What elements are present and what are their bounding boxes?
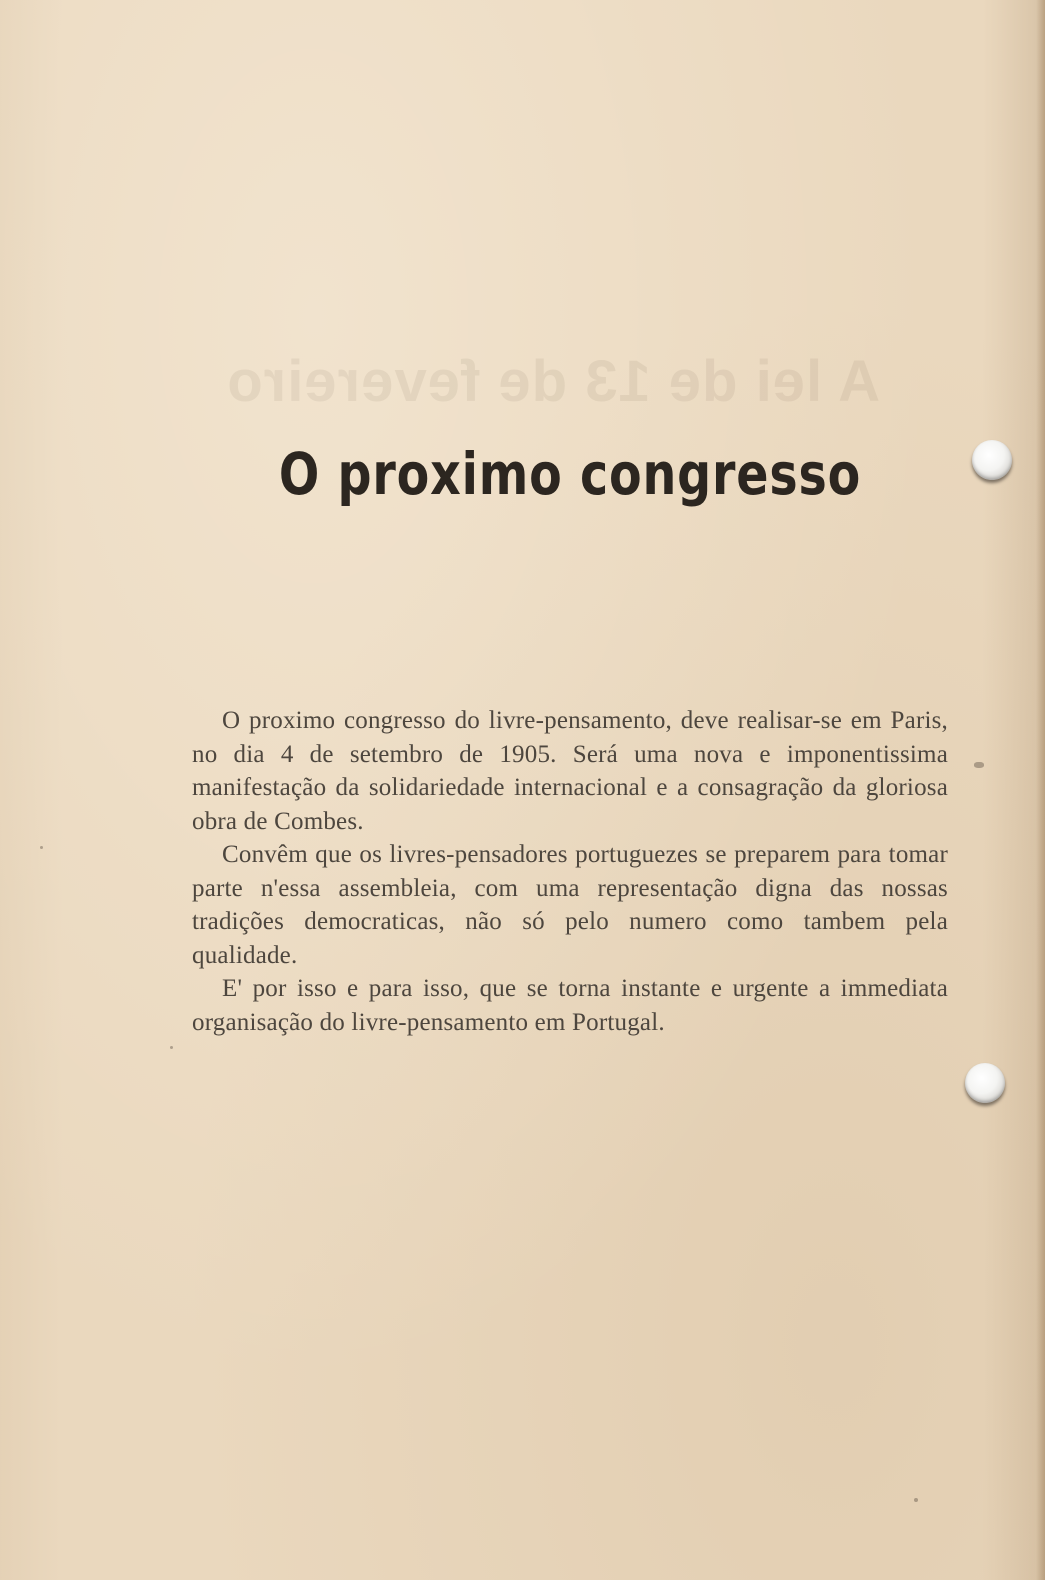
page-title: O proximo congresso <box>278 440 862 508</box>
punch-hole-top <box>972 440 1012 480</box>
body-text <box>192 704 948 1039</box>
paper-speck <box>170 1046 173 1049</box>
paper-speck <box>974 762 984 768</box>
paper-speck <box>914 1498 918 1502</box>
paragraph-2: Convêm que os livres-pensadores portuguezes se preparem para tomar parte n'essa assembleia, com uma representação digna das nossas tradições democraticas, não só pelo numero como tambem pela qualidade. <box>192 841 948 969</box>
page-edge-shadow <box>1036 0 1045 1580</box>
paragraph-3: E' por isso e para isso, que se torna instante e urgente a immediata organisação do livre-pensamento em Portugal. <box>192 975 948 1036</box>
paragraph-1: O proximo congresso do livre-pensamento, deve realisar-se em Paris, no dia 4 de setembro de 1905. Será uma nova e imponentissima manifestação da solidariedade internacional e a consagração da gloriosa obra de Combes. <box>192 707 948 835</box>
paper-speck <box>40 846 43 849</box>
bleed-through-title: A lei de 13 de fevereiro <box>226 349 880 414</box>
punch-hole-bottom <box>965 1063 1005 1103</box>
